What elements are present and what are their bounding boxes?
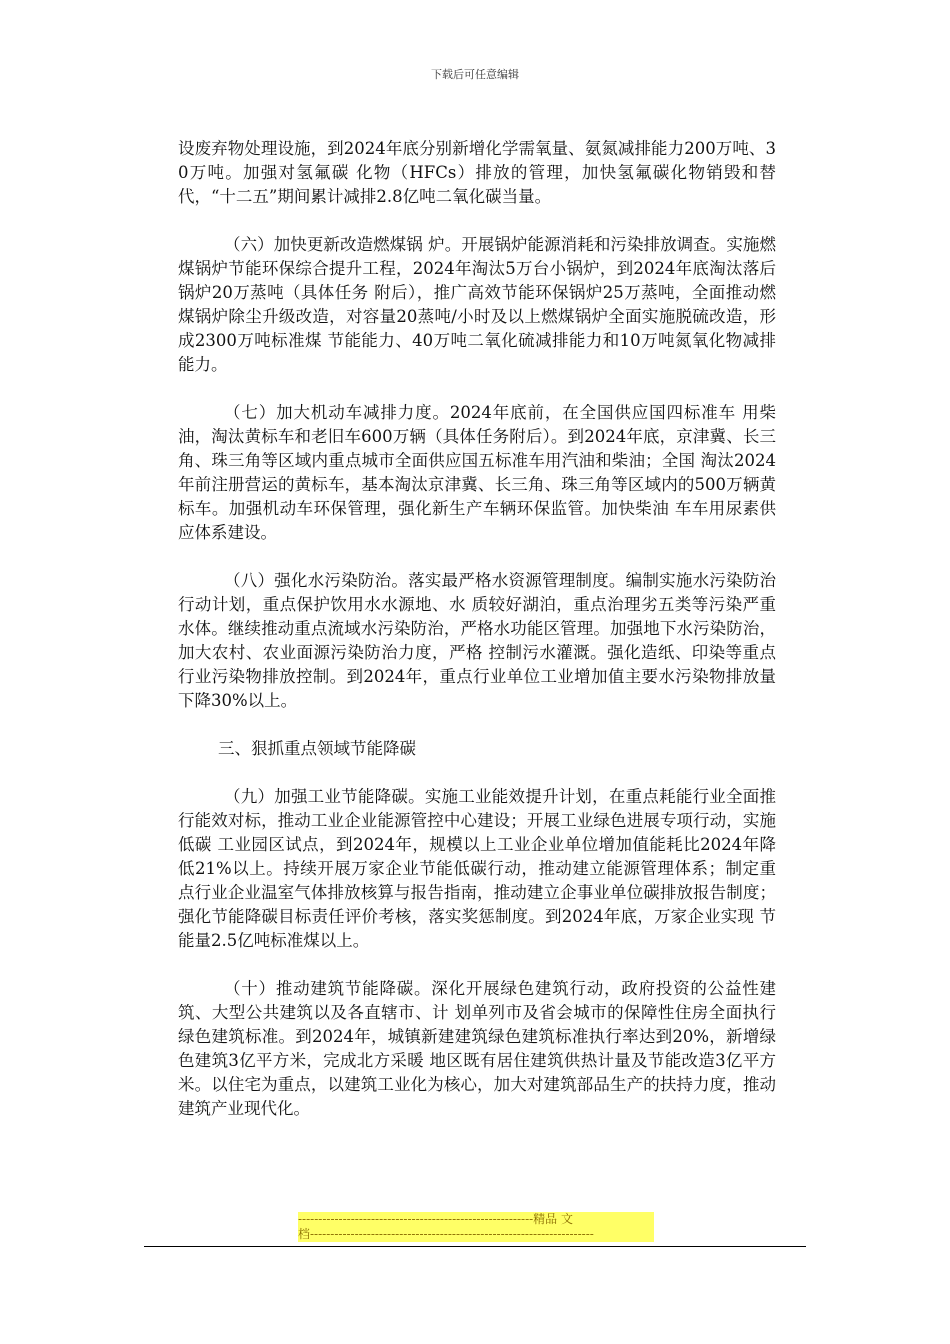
paragraph-item-10: （十）推动建筑节能降碳。深化开展绿色建筑行动，政府投资的公益性建筑、大型公共建筑以及各直辖市、计 划单列市及省会城市的保障性住房全面执行绿色建筑标准。到2024年，城镇新建建筑绿色建筑标准执行率达到20%，新增绿色建筑3亿平方米，完成北方采暖 地区既有居住建筑供热计量及节能改造3亿平方米。以住宅为重点，以建筑工业化为核心，加大对建筑部品生产的扶持力度，推动建筑产业现代化。: [178, 979, 776, 1118]
page-header: 下载后可任意编辑: [431, 68, 519, 81]
paragraph-item-9: （九）加强工业节能降碳。实施工业能效提升计划，在重点耗能行业全面推行能效对标，推动工业企业能源管控中心建设；开展工业绿色进展专项行动，实施低碳 工业园区试点，到2024年，规模以上工业企业单位增加值能耗比2024年降低21%以上。持续开展万家企业节能低碳行动，推动建立能源管理体系；制定重 点行业企业温室气体排放核算与报告指南，推动建立企事业单位碳排放报告制度；强化节能降碳目标责任评价考核，落实奖惩制度。到2024年底，万家企业实现 节能量2.5亿吨标准煤以上。: [178, 787, 776, 950]
section-heading: 三、狠抓重点领域节能降碳: [218, 739, 416, 758]
footer-line-2: 档----------------------------------------------------------------------: [298, 1227, 654, 1242]
paragraph-item-7: （七）加大机动车减排力度。2024年底前，在全国供应国四标准车 用柴油，淘汰黄标车和老旧车600万辆（具体任务附后）。到2024年底，京津冀、长三角、珠三角等区域内重点城市全面供应国五标准车用汽油和柴油；全国 淘汰2024年前注册营运的黄标车，基本淘汰京津冀、长三角、珠三角等区域内的500万辆黄标车。加强机动车环保管理，强化新生产车辆环保监管。加快柴油 车车用尿素供应体系建设。: [178, 403, 776, 542]
page-bottom-rule: [144, 1246, 806, 1247]
paragraph-item-8: （八）强化水污染防治。落实最严格水资源管理制度。编制实施水污染防治行动计划，重点保护饮用水水源地、水 质较好湖泊，重点治理劣五类等污染严重水体。继续推动重点流域水污染防治，严格水功能区管理。加强地下水污染防治，加大农村、农业面源污染防治力度，严格 控制污水灌溉。强化造纸、印染等重点行业污染物排放控制。到2024年，重点行业单位工业增加值主要水污染物排放量下降30%以上。: [178, 571, 776, 710]
document-body: [178, 137, 776, 1145]
paragraph-continuation: 设废弃物处理设施，到2024年底分别新增化学需氧量、氨氮减排能力200万吨、30万吨。加强对氢氟碳 化物（HFCs）排放的管理，加快氢氟碳化物销毁和替代，“十二五”期间累计减排2.8亿吨二氧化碳当量。: [178, 139, 776, 206]
paragraph-item-6: （六）加快更新改造燃煤锅 炉。开展锅炉能源消耗和污染排放调查。实施燃煤锅炉节能环保综合提升工程，2024年淘汰5万台小锅炉，到2024年底淘汰落后锅炉20万蒸吨（具体任务 附后），推广高效节能环保锅炉25万蒸吨，全面推动燃煤锅炉除尘升级改造，对容量20蒸吨/小时及以上燃煤锅炉全面实施脱硫改造，形成2300万吨标准煤 节能能力、40万吨二氧化硫减排能力和10万吨氮氧化物减排能力。: [178, 235, 776, 374]
footer-line-1: ----------------------------------------------------------精品 文: [298, 1212, 654, 1227]
footer-watermark: [298, 1212, 654, 1242]
